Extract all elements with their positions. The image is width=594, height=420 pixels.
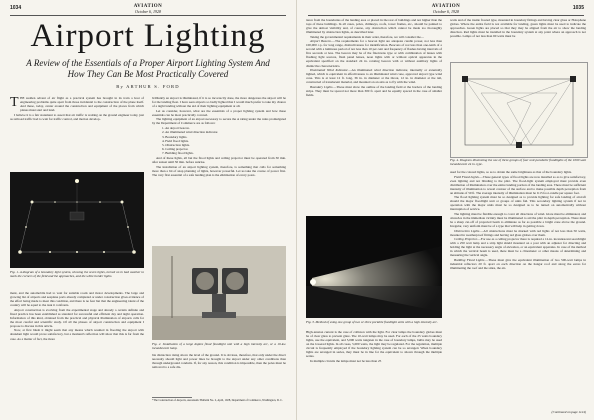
left-col2-bottom xyxy=(152,353,286,393)
paragraph: —Three general types of flood lights are now installed so as to give satisfactory, even lighting and not blinding to the pilot. The flood-light system employed must provide even distribution of illumination over the entire landing portion of the landing area. There must be sufficient intensity of illumination to reveal contour of the surface and to make possible depth perception from an altitude of 50 ft. The average intensity of illumination must be 0.15 foot-candle per square foot. xyxy=(450,174,586,195)
lighting-requirements-list xyxy=(162,126,286,155)
paragraph: —All obstructions must be marked with red lights of not less than 50 watts, mounted in weatherproof fittings and having red glass globes over them. xyxy=(450,228,586,237)
paragraph: HE sudden advent of air flight as a practical system has brought in its train a host of engineering problems quite apart from those incidental to the construction of the plane itself. And these, today, center around the construction and equipment of the places from which planes must start and land. xyxy=(20,96,144,113)
left-col2-top xyxy=(152,96,286,244)
article-subtitle: A Review of the Essentials of a Proper Airport Lighting System And How They Can Be Most Practically Covered xyxy=(26,58,270,79)
figure-4-caption: Fig. 4. Diagram illustrating the use of three groups of four unit parabolic floodlights of the 1000 watt incandescent 24 in. type. xyxy=(450,158,586,166)
figure-1-boundary-lights-diagram xyxy=(10,172,144,268)
list-item: 7. Building flood lights. xyxy=(162,150,194,155)
page-number: 1034 xyxy=(10,5,22,11)
subhead: Boundary Lights. xyxy=(310,84,334,89)
right-col1-top xyxy=(306,18,442,214)
right-col1-bottom xyxy=(306,330,442,416)
left-col1-top xyxy=(10,96,144,170)
figure-2-caption: Fig. 2. Installation of a large duplex flood floodlight unit with a high intensity arc, or a 10-kw. incandescent lamp. xyxy=(152,342,286,350)
paragraph: watts and of the inside frosted type, mounted in boundary fittings and having clear glass or Holophane globes. Where the entire field is not available for landing, green lights must be used to indicate the approaches. Green lights are placed so that they may be aligned from the air to show the landing direction. Red lights must be installed in the boundary system at any point where an approach is not possible. Lamps of not less than 60 watts must be xyxy=(450,18,586,39)
subhead: Obstruction Lights. xyxy=(454,228,481,233)
paragraph: used for the colored lights, so as to obtain the same brightness as that of the boundary lights. xyxy=(450,170,572,174)
paragraph: ment, and the automobile had to wait for suitable roads and motor developments. The large and growing list of airports and seaplane ports already completed or under construction gives evidence of the effort being made to meet this condition, and there is no fear but that the engineering talent of the country will be equal to the task it confronts. xyxy=(10,291,144,308)
paragraph: The lighting must be flexible enough to cover all directions of wind. Glare must be eliminated, and obstacles in the immediate vicinity must be illuminated to aid the pilot in depth perception. There must be a sharp cut-off of projected beam to eliminate as far as possible a bright zone above the ground. Irregular, very uniform must be of a type that will help in getting down. xyxy=(450,211,586,229)
paragraph: The lighting equipment of an airport necessary to secure the A rating under the rules promulgated by the Department of Commerce are as follows: xyxy=(152,117,286,126)
paragraph: —For use as a ceiling projector there is required a 12-in. incandescent searchlight with a 250 watt lamp and a strip light shield mounted on a post with an adjuster for directing and holding the light at the necessary angle of elevation, or an equivalent apparatus. In case of the method in which the vertical beam is used, there must be a clinometer or other means of determining and measuring the vertical angle. xyxy=(450,237,586,258)
paragraph: I believe it is a fair statement to assert that air traffic is waiting on the ground engineer today, just as railroad traffic had to wait for traffic control, and motion develop- xyxy=(10,112,144,121)
paragraph: Taking the governmental requirements in their order, therefore, we will consider the— xyxy=(310,34,424,39)
right-col2-bottom xyxy=(450,170,586,408)
footnote-rule xyxy=(152,397,192,398)
magazine-name: AVIATION xyxy=(431,4,461,9)
header-rule xyxy=(308,15,584,16)
continued-note: (Continued on page 1124) xyxy=(551,410,586,414)
article-byline: By ARTHUR S. FORD xyxy=(116,84,180,89)
drop-cap: T xyxy=(10,96,19,110)
issue-date: October 6, 1928 xyxy=(134,9,162,14)
header-rule xyxy=(10,15,286,16)
night-field-illustration xyxy=(306,216,442,318)
list-item: 6. Ceiling projector. xyxy=(162,146,189,151)
subhead: Building Flood Lights. xyxy=(454,257,486,262)
subhead: Airport Beacon. xyxy=(310,39,332,44)
paragraph: The installation of an airport lighting system, therefore, is something that calls for something more than a bit of snap planning of lights, however powerful. Let us take the course of power first. The very first essential of a safe landing plan is the elimination of every possi- xyxy=(152,164,286,177)
right-col2-top xyxy=(450,18,586,60)
subhead: Illuminated Wind Indicator. xyxy=(310,68,349,73)
paragraph: tance from the boundaries of the landing area or placed in the rear of buildings and not higher than the tops of these buildings. In all cases, poles, chimneys, roofs, tower frames, etc., should be painted to give the utmost visibility and, of course, any obstruction which cannot be made too thoroughly illuminated by obstruction lights, as described later. xyxy=(306,18,442,35)
figure-3-floodlight-field-photo xyxy=(306,216,442,318)
list-item: 1. An airport beacon. xyxy=(162,126,190,131)
paragraph: High-tension current is the case of collision with the light. For clear lamps the boundary globes must be of clear glass to prevent glare. The 10-watt lamps may be used. For each of the 25 watts boundary lights, use the equivalent, and 5,000 watts tungsten in the case of boundary lamps, bulbs may be used on the lowered lights. In all cases, 5,000 watts, the light may be regulated. For the regulation, multiple circuit is frequently employed if the boundary lighting system can be so arranged. When boundary lights are arranged in series, they must be in line for the equivalent to shown through the multiple series. xyxy=(306,330,442,359)
subhead: Field Flood Lights. xyxy=(454,174,480,179)
list-item: 5. Obstruction lights. xyxy=(162,142,190,147)
paragraph: In multiple circuits the lamps must not be less than 25 xyxy=(310,358,382,363)
paragraph: Now, at first blush it might seem that any means which resulted in flooding the airport with abundant light would prove satisfactory, but a moment's reflection will show that this is far from the case. As a matter of fact, the more xyxy=(10,328,144,341)
figure-4-floodlight-diagram xyxy=(450,62,588,158)
page-number: 1035 xyxy=(572,5,584,11)
issue-date: October 6, 1928 xyxy=(432,9,460,14)
running-head xyxy=(0,4,296,14)
paragraph: The flood lighting system must be so designed as to provide lighting for safe landing of aircraft should the major floodlight unit or groups of units fail. This secondary lighting system if not in operation with the major units must be so designed as to be turned on automatically without interruption of service. xyxy=(450,195,586,212)
list-item: 4. Field flood lights. xyxy=(162,138,189,143)
boundary-light-illustration xyxy=(10,172,144,268)
right-page xyxy=(298,0,594,420)
paragraph: Let us consider, however, what are the essentials of a proper lighting system and how these essentials can be most practically covered. xyxy=(152,108,286,117)
floodlight-coverage-diagram xyxy=(451,63,587,157)
paragraph: —The requirements for a beacon light are adequate candle power, not less than 100,000 c.p. for long range, distinctiveness for identification. Beacons of not less than one-tenth of a second with a luminous period of not less than 10 per cent and frequency of flashes having intervals of five seconds or less. The beacon may be of the fixed-lens type or with combination of lenses with flashing light sources, flash panel lenses, neon lights with or without optical apparatus in the equivalent specified on the standard 24 in. rotating beacon with or without auxiliary lights of distinctive characteristics. xyxy=(306,39,442,68)
footnote: *The Construction of Airports, Aeronautic Bulletin No. 2, April, 1928, Department of Commerce, Washington, D. C. xyxy=(152,399,283,402)
figure-3-caption: Fig. 3. Method of using one group of two or three portable floodlight units with a high intensity arc. xyxy=(306,320,438,324)
article-title: Airport Lighting xyxy=(30,18,266,54)
running-head xyxy=(298,4,594,14)
paragraph: And of these lights, all but the flood lights and ceiling projector must be operated from 30 min. after sunset until 30 min. before sunrise. xyxy=(152,155,286,165)
paragraph: Airport construction is evolving from the experimental stage and already a certain definite and fixed practice has been established as standard for successful and efficient day and night operation. Information of this kind, obtained from the practical and physical illumination of airports calls for the most careful and scientific study. Of all the phases of airport construction and equipment I propose to discuss in this article. xyxy=(10,307,144,328)
list-item: 2. An illuminated wind direction indicator. xyxy=(162,130,219,135)
list-item: 3. Boundary lights. xyxy=(162,134,188,139)
subhead: Ceiling Projector. xyxy=(454,237,478,242)
paragraph: —These must show the outline of the landing field at the borders of the landing strips. They must be spaced not more than 300 ft. apart and be equally spaced in the case of smaller fields. xyxy=(306,84,442,97)
paragraph: —An illuminated wind direction indicator, internally or externally lighted, which is equivalent in effectiveness to an illuminated wind cone, approved airport type wind cone. This is at least 12 ft. long, 36 in. in diameter at the throat, 12 in. in diameter at the tail, constructed of translucent material, and mounted on an axis as to fly with the wind. xyxy=(306,68,442,85)
paragraph: —These must give the equivalent illumination of two 500-watt lamps in industrial reflectors 20 ft. apart on each direction on the hangar roof and along the eaves for illuminating the roof and the sides, the air- xyxy=(450,257,586,271)
magazine-name: AVIATION xyxy=(133,4,163,9)
figure-2-floodlight-photo xyxy=(152,246,286,340)
floodlight-unit-illustration xyxy=(152,246,286,340)
paragraph: brilliantly an airport is illuminated, if it is so incorrectly done, the more dangerous the airport will be for the landing fleet. I have seen airports so badly lighted that I would much prefer to take my chance of a night landing without the aid of their lighting equipment at all. xyxy=(152,96,286,109)
paragraph: ble distraction rising above the level of the ground. It is obvious, therefore, that only under the direct necessity should light and power lines be brought to the airport under any other conditions than through underground conduits. If, for any reason, this condition is impossible, then the poles must be removed to a safe dis- xyxy=(152,353,286,370)
figure-1-caption: Fig. 1. A diagram of a boundary light system, showing the seven lights, turned on in bad weather to mark the corners of the field and the approaches, and the white border lights. xyxy=(10,270,144,278)
left-col1-bottom xyxy=(10,291,144,415)
